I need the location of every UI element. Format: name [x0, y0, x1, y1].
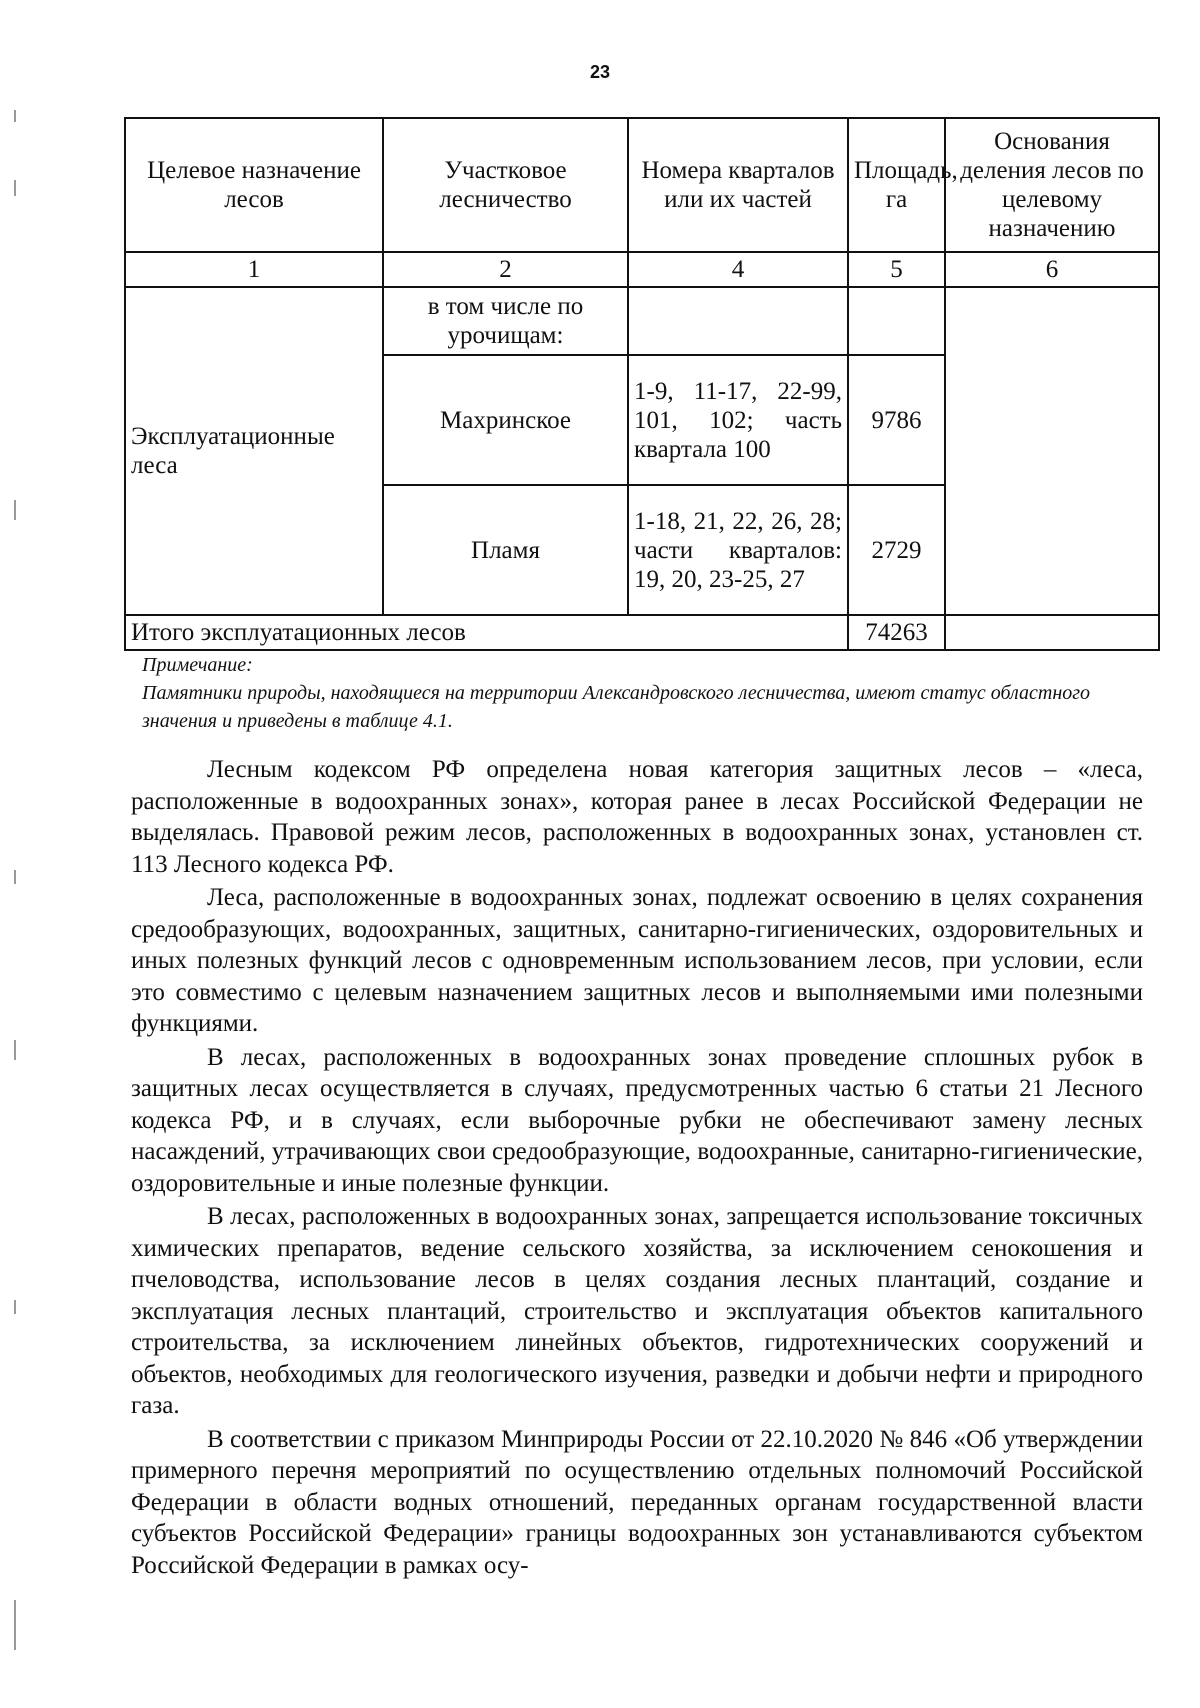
- purpose-cell: Эксплуатационные леса: [125, 287, 383, 615]
- scan-margin-mark: [14, 1600, 16, 1650]
- paragraph: Лесным кодексом РФ определена новая категория защитных лесов – «леса, расположенные в водоохранных зонах», которая ранее в лесах Российской Федерации не выделялась. Правовой режим лесов, расположенных в водоохранных зонах, установлен ст. 113 Лесного кодекса РФ.: [131, 756, 1143, 878]
- paragraph: Леса, расположенные в водоохранных зонах, подлежат освоению в целях сохранения средообразующих, водоохранных, защитных, санитарно-гигиенических, оздоровительных и иных полезных функций лесов с одновременным использованием лесов, при условии, если это совместимо с целевым назначением защитных лесов и выполняемыми ими полезными функциями.: [131, 884, 1143, 1037]
- body-text: [131, 754, 1143, 1581]
- page-number: 23: [589, 62, 611, 82]
- paragraph: В лесах, расположенных в водоохранных зонах, запрещается использование токсичных химических препаратов, ведение сельского хозяйства, за исключением сенокошения и пчеловодства, использование лесов в целях создания лесных плантаций, создание и эксплуатация лесных плантаций, строительство и эксплуатация объектов капитального строительства, за исключением линейных объектов, гидротехнических сооружений и объектов, необходимых для геологического изучения, разведки и добычи нефти и природного газа.: [131, 1203, 1143, 1419]
- column-number: 6: [945, 252, 1159, 287]
- basis-cell: [945, 287, 1159, 615]
- header-cell: Основания деления лесов по целевому назначению: [945, 118, 1159, 252]
- scan-margin-mark: [14, 1040, 16, 1060]
- column-number: 5: [848, 252, 945, 287]
- area-cell: 2729: [848, 485, 945, 615]
- header-cell: Площадь, га: [848, 118, 945, 252]
- column-number: 4: [628, 252, 848, 287]
- header-cell: Целевое назначение лесов: [125, 118, 383, 252]
- column-number-row: [125, 252, 1159, 287]
- tract-cell: Махринское: [383, 355, 628, 485]
- scan-margin-mark: [14, 870, 16, 884]
- header-cell: Номера кварталов или их частей: [628, 118, 848, 252]
- empty-cell: [945, 615, 1159, 650]
- tract-cell: Пламя: [383, 485, 628, 615]
- note-text: Памятники природы, находящиеся на территории Александровского лесничества, имеют статус областного значения и приведены в таблице 4.1.: [142, 682, 1091, 732]
- total-row: [125, 615, 1159, 650]
- total-label: Итого эксплуатационных лесов: [125, 615, 848, 650]
- quarters-cell: 1-9, 11-17, 22-99, 101, 102; часть квартала 100: [628, 355, 848, 485]
- table-row: [125, 287, 1159, 355]
- column-number: 1: [125, 252, 383, 287]
- subheader-cell: в том числе по урочищам:: [383, 287, 628, 355]
- header-cell: Участковое лесничество: [383, 118, 628, 252]
- empty-cell: [628, 287, 848, 355]
- table-note: [142, 651, 1142, 735]
- scan-margin-mark: [14, 180, 16, 196]
- scan-margin-mark: [14, 110, 16, 122]
- note-title: Примечание:: [142, 654, 253, 676]
- scan-margin-mark: [14, 500, 16, 520]
- paragraph: В лесах, расположенных в водоохранных зонах проведение сплошных рубок в защитных лесах осуществляется в случаях, предусмотренных частью 6 статьи 21 Лесного кодекса РФ, и в случаях, если выборочные рубки не обеспечивают замену лесных насаждений, утрачивающих свои средообразующие, водоохранные, санитарно-гигиенические, оздоровительные и иные полезные функции.: [131, 1043, 1143, 1197]
- column-number: 2: [383, 252, 628, 287]
- area-cell: 9786: [848, 355, 945, 485]
- scan-margin-mark: [14, 1300, 16, 1314]
- total-area: 74263: [848, 615, 945, 650]
- empty-cell: [848, 287, 945, 355]
- forest-purpose-table: [124, 117, 1160, 651]
- paragraph: В соответствии с приказом Минприроды России от 22.10.2020 № 846 «Об утверждении примерного перечня мероприятий по осуществлению отдельных полномочий Российской Федерации в области водных отношений, переданных органам государственной власти субъектов Российской Федерации» границы водоохранных зон устанавливаются субъектом Российской Федерации в рамках осу-: [131, 1425, 1143, 1579]
- table-header-row: [125, 118, 1159, 252]
- quarters-cell: 1-18, 21, 22, 26, 28; части кварталов: 19, 20, 23-25, 27: [628, 485, 848, 615]
